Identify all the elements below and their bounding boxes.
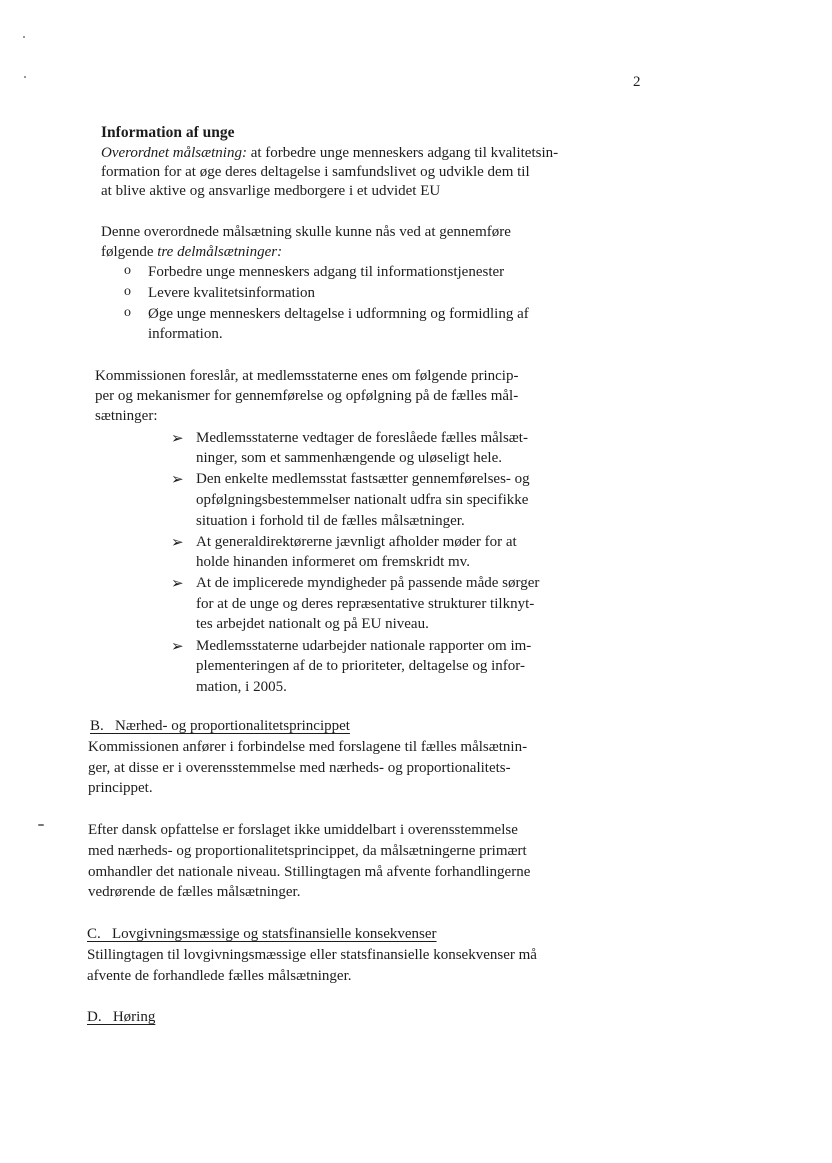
principle-item: situation i forhold til de fælles målsætninger. bbox=[196, 513, 465, 529]
principle-item: At generaldirektørerne jævnligt afholder møder for at bbox=[196, 534, 517, 550]
section-heading: Information af unge bbox=[101, 124, 235, 141]
scan-speck bbox=[23, 36, 25, 38]
principle-item: opfølgningsbestemmelser nationalt udfra sin specifikke bbox=[196, 492, 529, 508]
section-b-line: princippet. bbox=[88, 780, 153, 796]
section-c-heading: C. Lovgivningsmæssige og statsfinansielle konsekvenser bbox=[87, 926, 437, 942]
section-c-line: Stillingtagen til lovgivningsmæssige eller statsfinansielle konsekvenser må bbox=[87, 947, 537, 963]
arrow-bullet-icon: ➢ bbox=[171, 576, 184, 592]
circle-bullet-icon: o bbox=[124, 305, 131, 320]
arrow-bullet-icon: ➢ bbox=[171, 431, 184, 447]
section-b-line: Efter dansk opfattelse er forslaget ikke umiddelbart i overensstemmelse bbox=[88, 822, 518, 838]
proposal-line: per og mekanismer for gennemførelse og opfølgning på de fælles mål- bbox=[95, 388, 519, 404]
intro-line bbox=[101, 242, 282, 263]
sub-goal-item: Øge unge menneskers deltagelse i udformning og formidling af bbox=[148, 306, 529, 322]
section-b-heading: B. Nærhed- og proportionalitetsprincippet bbox=[90, 718, 350, 734]
info-line-italic: Overordnet målsætning: bbox=[101, 145, 247, 161]
section-b-line: Kommissionen anfører i forbindelse med forslagene til fælles målsætnin- bbox=[88, 739, 528, 755]
principle-item: tes arbejdet nationalt og på EU niveau. bbox=[196, 616, 429, 632]
principle-item: At de implicerede myndigheder på passende måde sørger bbox=[196, 575, 540, 591]
principle-item: mation, i 2005. bbox=[196, 679, 287, 695]
sub-goal-item: Forbedre unge menneskers adgang til informationstjenester bbox=[148, 264, 505, 280]
circle-bullet-icon: o bbox=[124, 284, 131, 299]
intro-line: Denne overordnede målsætning skulle kunne nås ved at gennemføre bbox=[101, 224, 511, 240]
principle-item: for at de unge og deres repræsentative strukturer tilknyt- bbox=[196, 596, 535, 612]
sub-goal-item: Levere kvalitetsinformation bbox=[148, 285, 316, 301]
info-line bbox=[101, 143, 558, 164]
info-line-text: at forbedre unge menneskers adgang til kvalitetsin- bbox=[246, 145, 559, 161]
section-c-line: afvente de forhandlede fælles målsætninger. bbox=[87, 968, 352, 984]
principle-item: ninger, som et sammenhængende og uløseligt hele. bbox=[196, 450, 503, 466]
section-b-line: ger, at disse er i overensstemmelse med nærheds- og proportionalitets- bbox=[88, 760, 511, 776]
principle-item: Medlemsstaterne vedtager de foreslåede fælles målsæt- bbox=[196, 430, 528, 446]
principle-item: Den enkelte medlemsstat fastsætter gennemførelses- og bbox=[196, 471, 530, 487]
arrow-bullet-icon: ➢ bbox=[171, 535, 184, 551]
arrow-bullet-icon: ➢ bbox=[171, 639, 184, 655]
intro-text: følgende bbox=[101, 244, 158, 260]
circle-bullet-icon: o bbox=[124, 263, 131, 278]
section-b-line: vedrørende de fælles målsætninger. bbox=[88, 884, 301, 900]
intro-italic: tre delmålsætninger: bbox=[157, 244, 283, 260]
proposal-line: sætninger: bbox=[95, 408, 158, 424]
info-line: at blive aktive og ansvarlige medborgere i et udvidet EU bbox=[101, 183, 441, 199]
section-b-line: omhandler det nationale niveau. Stillingtagen må afvente forhandlingerne bbox=[88, 864, 531, 880]
principle-item: holde hinanden informeret om fremskridt mv. bbox=[196, 554, 470, 570]
sub-goal-item: information. bbox=[148, 326, 223, 342]
proposal-line: Kommissionen foreslår, at medlemsstaterne enes om følgende princip- bbox=[95, 368, 519, 384]
arrow-bullet-icon: ➢ bbox=[171, 472, 184, 488]
info-line: formation for at øge deres deltagelse i samfundslivet og udvikle dem til bbox=[101, 164, 530, 180]
principle-item: Medlemsstaterne udarbejder nationale rapporter om im- bbox=[196, 638, 532, 654]
section-b-line: med nærheds- og proportionalitetsprincippet, da målsætningerne primært bbox=[88, 843, 527, 859]
principle-item: plementeringen af de to prioriteter, deltagelse og infor- bbox=[196, 658, 525, 674]
scan-speck bbox=[38, 824, 44, 826]
scan-speck bbox=[24, 76, 26, 78]
section-d-heading: D. Høring bbox=[87, 1009, 156, 1025]
page-number: 2 bbox=[633, 74, 641, 90]
